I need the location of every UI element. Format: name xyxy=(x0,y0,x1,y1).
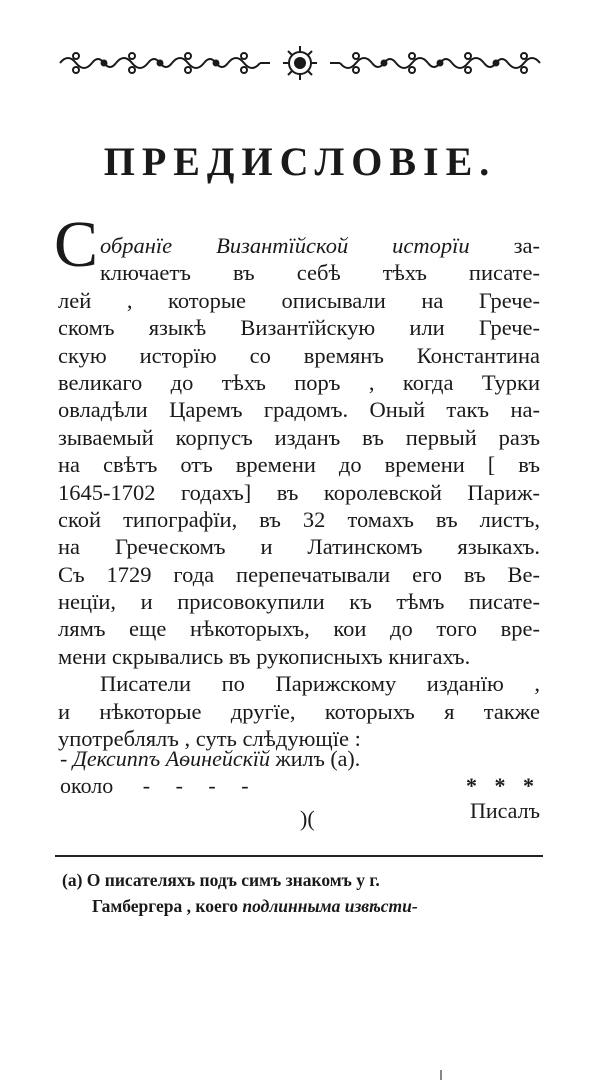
footnote-rule xyxy=(55,855,543,857)
paragraph-2-line: и нѣкоторые другїе, которыхъ я также xyxy=(58,698,540,724)
paragraph-1-line: лямъ еще нѣкоторыхъ, кои до того вре- xyxy=(58,616,540,642)
paragraph-1-line: лей , которые описывали на Грече- xyxy=(58,287,540,313)
footnote-italic-text: подлинныма извѣсти- xyxy=(242,896,418,916)
footnote xyxy=(62,867,540,919)
about-label: около xyxy=(60,773,114,798)
footnote-text: Гамбергера , коего xyxy=(92,896,243,916)
author-entry xyxy=(60,745,540,831)
entry-dash: - xyxy=(60,746,68,771)
paragraph-1-line: на свѣтъ отъ времени до времени [ въ xyxy=(58,452,540,478)
entry-line-1 xyxy=(60,745,540,772)
paragraph-1-line: на Греческомъ и Латинскомъ языкахъ. xyxy=(58,534,540,560)
paragraph-1-line: великаго до тѣхъ поръ , когда Турки xyxy=(58,369,540,395)
lead-words: обранїе Византїйской исторїи xyxy=(100,233,470,258)
paragraph-1-line: скую исторїю со времянъ Константина xyxy=(58,342,540,368)
paragraph-1-line: зываемый корпусъ изданъ въ первый разъ xyxy=(58,424,540,450)
page-title: ПРЕДИСЛОВІЕ. xyxy=(103,139,497,184)
paragraph-1-line-1 xyxy=(58,232,540,259)
footnote-line-2 xyxy=(62,893,540,919)
entry-line-2 xyxy=(60,772,540,799)
drop-cap: С xyxy=(54,208,99,281)
preface-body xyxy=(58,232,540,752)
paragraph-1-line: ской типографїи, въ 32 томахъ въ листъ, xyxy=(58,506,540,532)
footnote-line-1: (a) О писателяхъ подъ симъ знакомъ у г. xyxy=(62,870,380,890)
headpiece-ornament xyxy=(55,40,545,86)
entry-heading xyxy=(60,745,360,772)
paragraph-1-line: Съ 1729 года перепечатывали его въ Ве- xyxy=(58,561,540,587)
stars-mark: * * * xyxy=(466,773,540,798)
wrote-label: Писалъ xyxy=(469,798,540,823)
paragraph-1-line: нецїи, и присовокупили къ тѣмъ писате- xyxy=(58,589,540,615)
entry-about xyxy=(60,772,259,799)
placeholder-dashes: - - - - xyxy=(142,773,259,798)
paragraph-1-line-last: мени скрывались въ рукописныхъ книгахъ. xyxy=(58,643,471,669)
footnote-symbol: )( xyxy=(300,806,315,831)
author-lived: жилъ (а). xyxy=(275,746,361,771)
paragraph-1-line: ключаетъ въ себѣ тѣхъ писате- xyxy=(100,260,540,286)
author-name: Дексиппъ Аѳинейскїй xyxy=(72,746,271,771)
paragraph-2-line-last: употреблялъ , суть слѣдующїе : xyxy=(58,726,361,752)
paragraph-1-line: скомъ языкѣ Византїйскую или Грече- xyxy=(58,315,540,341)
paragraph-2-line: Писатели по Парижскому изданїю , xyxy=(100,671,540,697)
line-text: за- xyxy=(513,233,541,258)
print-mark xyxy=(440,1070,442,1080)
paragraph-1-line: 1645-1702 годахъ] въ королевской Париж- xyxy=(58,479,540,505)
paragraph-1-line: овладѣли Царемъ градомъ. Оный такъ на- xyxy=(58,397,540,423)
